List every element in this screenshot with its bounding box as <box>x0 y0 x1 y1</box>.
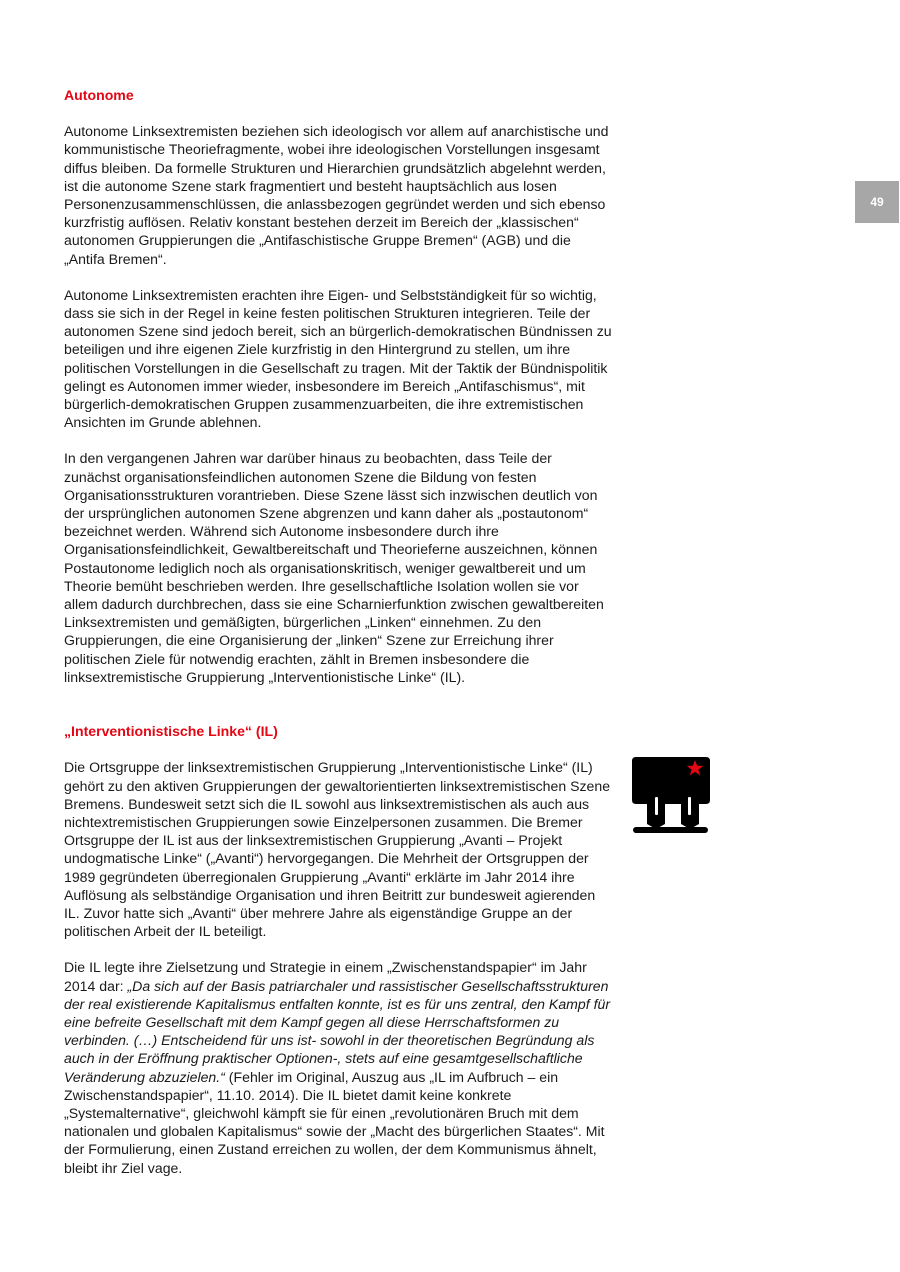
heading-autonome: Autonome <box>64 87 134 103</box>
paragraph: Autonome Linksextremisten beziehen sich ideologisch vor allem auf anarchistische und kommunistische Theoriefragmente, wobei ihre ideologischen Vorstellungen insgesamt diffus bleiben. Da formelle Strukturen und Hierarchien grundsätzlich abgelehnt werden, ist die autonome Szene stark fragmentiert und besteht hauptsächlich aus losen Personenzusammenschlüssen, die anlassbezogen gegründet werden und sich ebenso kurzfristig auflösen. Relativ konstant bestehen derzeit im Bereich der „klassischen“ autonomen Gruppierungen die „Antifaschistische Gruppe Bremen“ (AGB) und die „Antifa Bremen“. <box>64 123 609 267</box>
paragraph: Die Ortsgruppe der linksextremistischen Gruppierung „Interventionistische Linke“ (IL) gehört zu den aktiven Gruppierungen der gewaltorientierten linksextremistischen Szene Bremens. Bundesweit setzt sich die IL sowohl aus linksextremistischen als auch aus nichtextremistischen Gruppierungen sowie Einzelpersonen zusammen. Die Bremer Ortsgruppe der IL ist aus der linksextremistischen Gruppierung „Avanti – Projekt undogmatische Linke“ („Avanti“) hervorgegangen. Die Mehrheit der Ortsgruppen der 1989 gegründeten überregionalen Gruppierung „Avanti“ erklärte im Jahr 2014 ihre Auflösung als selbständige Organisation und ihren Beitritt zur bundesweit agierenden IL. Zuvor hatte sich „Avanti“ über mehrere Jahre als eigenständige Gruppe an der politischen Arbeit der IL beteiligt. <box>64 759 611 940</box>
main-text <box>64 86 612 1177</box>
heading-il: „Interventionistische Linke“ (IL) <box>64 723 278 740</box>
quote-intro: Die IL legte ihre Zielsetzung und Strategie in einem „Zwischenstandspapier“ im Jahr 2014 dar: <box>64 959 587 994</box>
page-number: 49 <box>870 195 884 209</box>
paragraph-quote <box>64 958 612 1176</box>
il-logo-graphic <box>632 757 710 835</box>
il-logo-icon <box>632 757 710 835</box>
quote-text: „Da sich auf der Basis patriarchaler und rassistischer Gesellschaftsstrukturen der real existierende Kapitalismus entfalten konnte, ist es für uns zentral, den Kampf für eine befreite Gesellschaft mit dem Kampf gegen all diese Herrschaftsformen zu verbinden. (…) Entscheidend für uns ist- sowohl in der theoretischen Begründung als auch in der Eröffnung praktischer Optionen-, stets auf eine gesamtgesellschaftliche Veränderung abzuzielen.“ <box>64 977 611 1085</box>
quote-source: (Fehler im Original, Auszug aus „IL im Aufbruch – ein Zwischenstandspapier“, 11.10. 2014). Die IL bietet damit keine konkrete „Systemalternative“, gleichwohl kämpft sie für einen „revolutionären Bruch mit dem nationalen und globalen Kapitalismus“ sowie der „Macht des bürgerlichen Staates“. Mit der Formulierung, einen Zustand erreichen zu wollen, der dem Kommunismus ähnelt, bleibt ihr Ziel vage. <box>64 1068 605 1176</box>
paragraph: In den vergangenen Jahren war darüber hinaus zu beobachten, dass Teile der zunächst organisationsfeindlichen autonomen Szene die Bildung von festen Organisationsstrukturen vorantrieben. Diese Szene lässt sich inzwischen deutlich von der ursprünglichen autonomen Szene abgrenzen und kann daher als „postautonom“ bezeichnet werden. Während sich Autonome insbesondere durch ihre Organisationsfeindlichkeit, Gewaltbereitschaft und Theorieferne auszeichnen, können Postautonome lediglich noch als organisationskritisch, weniger gewaltbereit und um Theorie bemüht beschrieben werden. Ihre gesellschaftliche Isolation wollen sie vor allem dadurch durchbrechen, dass sie eine Scharnierfunktion zwischen gewaltbereiten Linksextremisten und gemäßigten, bürgerlichen „Linken“ einnehmen. Zu den Gruppierungen, die eine Organisierung der „linken“ Szene zur Erreichung ihrer politischen Ziele für notwendig erachten, zählt in Bremen insbesondere die linksextremistische Gruppierung „Interventionistische Linke“ (IL). <box>64 450 604 685</box>
paragraph: Autonome Linksextremisten erachten ihre Eigen- und Selbstständigkeit für so wichtig, dass sie sich in der Regel in keine festen politischen Strukturen integrieren. Teile der autonomen Szene sind jedoch bereit, sich an bürgerlich-demokratischen Bündnissen zu beteiligen und ihre eigenen Ziele kurzfristig in den Hintergrund zu stellen, um ihre politischen Vorstellungen in die Gesellschaft zu tragen. Mit der Taktik der Bündnispolitik gelingt es Autonomen immer wieder, insbesondere im Bereich „Antifaschismus“, mit bürgerlich-demokratischen Gruppen zusammenzuarbeiten, die ihre extremistischen Ansichten im Grunde ablehnen. <box>64 286 612 431</box>
page-number-tab <box>855 181 899 223</box>
